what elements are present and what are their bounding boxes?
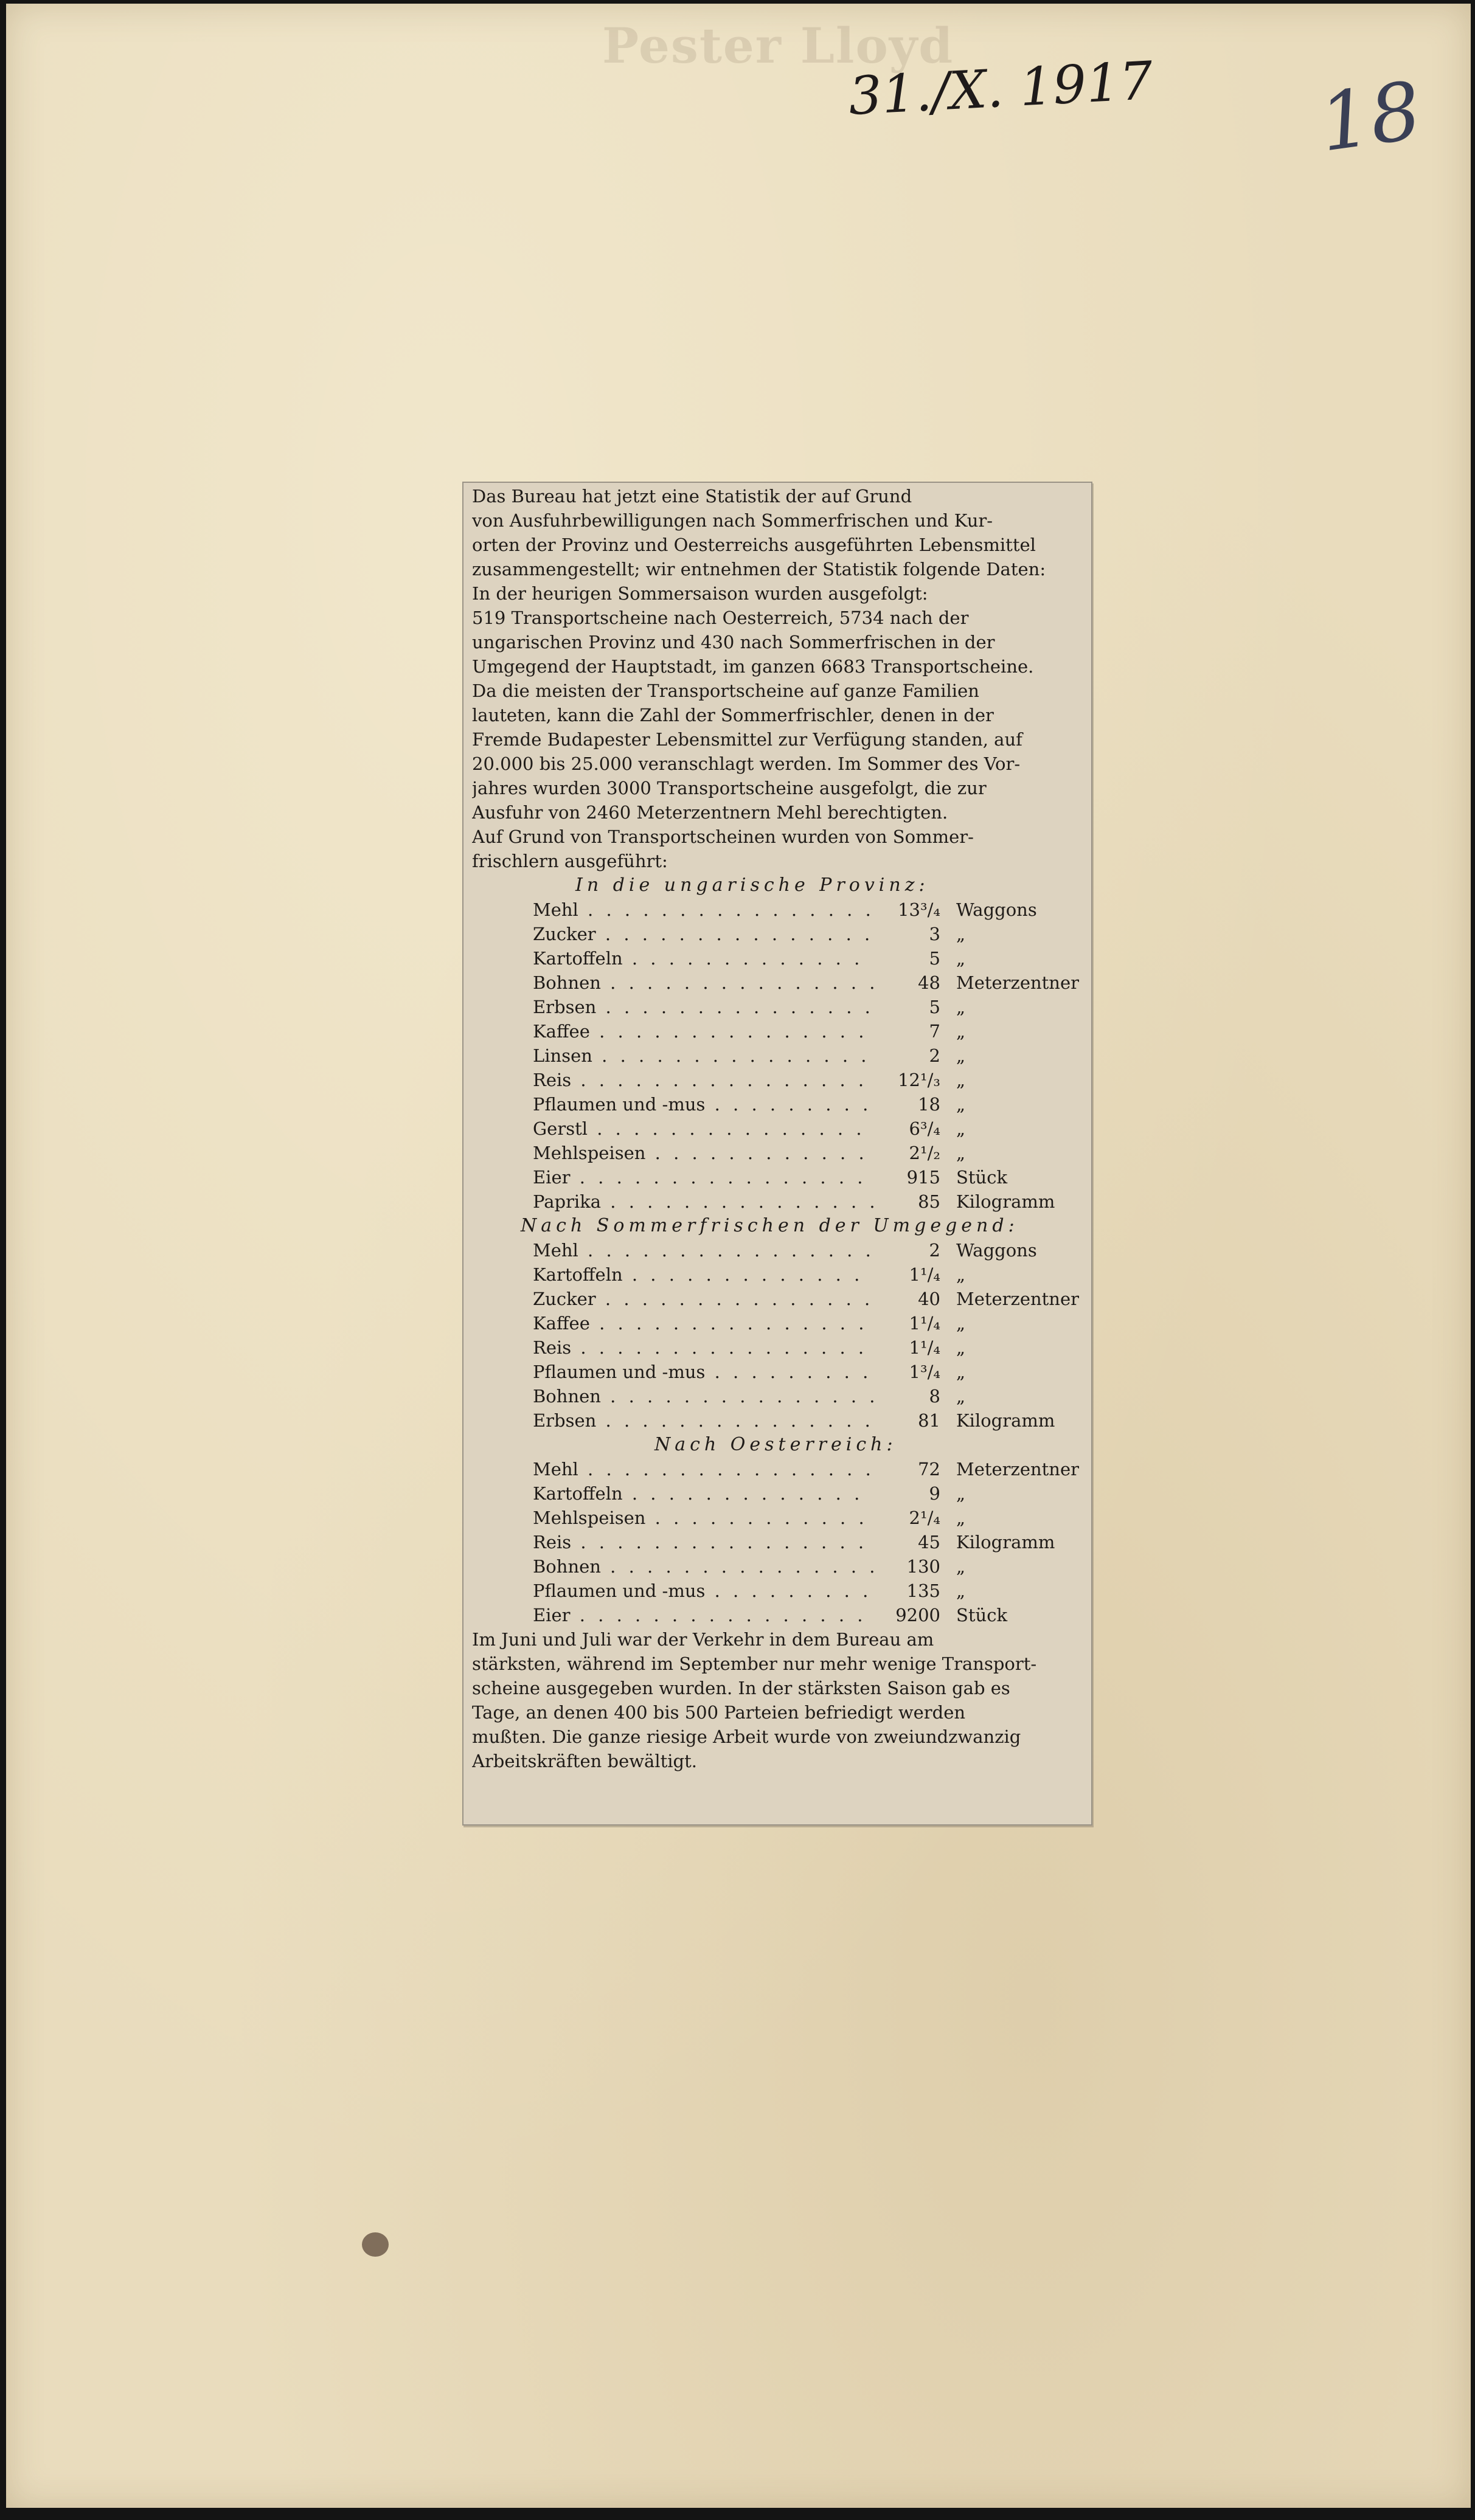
shipment-tables [472,873,1080,1627]
text-line: ungarischen Provinz und 430 nach Sommerfrischen in der [472,632,995,652]
intro-paragraph [472,484,1080,873]
item-unit: „ [956,1483,966,1504]
archive-sheet [6,4,1471,2508]
item-name: Mehl . . . [533,1238,873,1262]
item-unit: Kilogramm [956,1191,1055,1212]
table-row [472,1092,1080,1116]
item-unit: Meterzentner [956,1289,1080,1309]
item-name: Bohnen . . . [533,971,873,995]
text-line: frischlern ausgeführt: [472,851,668,871]
table-row [472,1287,1080,1311]
item-name: Reis . . . [533,1530,873,1554]
item-quantity: 1¹/₄ [909,1313,940,1334]
table-row [472,1579,1080,1603]
item-quantity: 9200 [895,1605,940,1625]
item-quantity: 130 [906,1556,940,1577]
item-name: Bohnen . . . [533,1384,873,1408]
section-title: Nach Oesterreich: [654,1434,897,1455]
item-name: Pflaumen und -mus . . . [533,1092,873,1116]
item-name: Kartoffeln . . . [533,946,873,971]
item-unit: „ [956,948,966,969]
handwritten-date: 31./X. 1917 [847,50,1154,128]
newspaper-clipping [462,482,1092,1826]
item-unit: Kilogramm [956,1532,1055,1552]
table-row [472,1116,1080,1141]
table-row [472,922,1080,946]
item-name: Zucker . . . [533,922,873,946]
text-line: Das Bureau hat jetzt eine Statistik der auf Grund [472,486,912,507]
table-row [472,1165,1080,1189]
table-row [472,995,1080,1019]
item-unit: „ [956,1386,966,1407]
item-quantity: 135 [906,1580,940,1601]
item-quantity: 5 [929,948,940,969]
item-quantity: 40 [918,1289,940,1309]
item-quantity: 72 [918,1459,940,1480]
section-title: In die ungarische Provinz: [575,874,929,896]
item-name: Kaffee . . . [533,1019,873,1044]
item-name: Erbsen . . . [533,995,873,1019]
text-line: Ausfuhr von 2460 Meterzentnern Mehl berechtigten. [472,802,948,823]
item-name: Reis . . . [533,1335,873,1360]
item-unit: „ [956,1094,966,1115]
table-row [472,946,1080,971]
item-name: Mehlspeisen . . . [533,1141,873,1165]
item-unit: Meterzentner [956,1459,1080,1480]
item-unit: Stück [956,1605,1008,1625]
table-row [472,1311,1080,1335]
item-quantity: 1¹/₄ [909,1264,940,1285]
item-quantity: 85 [918,1191,940,1212]
item-name: Pflaumen und -mus . . . [533,1579,873,1603]
item-unit: „ [956,1313,966,1334]
table-row [472,1019,1080,1044]
item-quantity: 5 [929,997,940,1017]
item-name: Mehl . . . [533,898,873,922]
table-row [472,1044,1080,1068]
table-row [472,1262,1080,1287]
text-line: jahres wurden 3000 Transportscheine ausgefolgt, die zur [472,778,987,798]
item-name: Eier . . . [533,1603,873,1627]
table-row [472,971,1080,995]
item-name: Pflaumen und -mus . . . [533,1360,873,1384]
item-quantity: 48 [918,972,940,993]
text-line: von Ausfuhrbewilligungen nach Sommerfrischen und Kur- [472,510,993,531]
table-row [472,1360,1080,1384]
text-line: stärksten, während im September nur mehr wenige Transport- [472,1653,1037,1674]
item-unit: „ [956,1337,966,1358]
item-unit: Kilogramm [956,1410,1055,1431]
item-unit: „ [956,1556,966,1577]
table-row [472,1189,1080,1214]
item-name: Kartoffeln . . . [533,1262,873,1287]
item-unit: „ [956,1021,966,1042]
item-quantity: 81 [918,1410,940,1431]
item-quantity: 2 [929,1045,940,1066]
table-row [472,1481,1080,1506]
item-name: Kaffee . . . [533,1311,873,1335]
item-quantity: 2¹/₄ [909,1508,940,1528]
item-name: Paprika . . . [533,1189,873,1214]
item-quantity: 18 [918,1094,940,1115]
text-line: In der heurigen Sommersaison wurden ausgefolgt: [472,583,928,604]
table-row [472,1068,1080,1092]
item-quantity: 9 [929,1483,940,1504]
table-row [472,1335,1080,1360]
table-row [472,1384,1080,1408]
item-quantity: 13³/₄ [898,899,940,920]
item-unit: „ [956,1070,966,1090]
text-line: Im Juni und Juli war der Verkehr in dem Bureau am [472,1629,934,1650]
item-quantity: 8 [929,1386,940,1407]
table-row [472,1141,1080,1165]
text-line: Umgegend der Hauptstadt, im ganzen 6683 Transportscheine. [472,656,1034,677]
masthead-stamp: Pester Lloyd [602,17,954,74]
text-line: Da die meisten der Transportscheine auf ganze Familien [472,680,979,701]
item-quantity: 2 [929,1240,940,1261]
item-name: Gerstl . . . [533,1116,873,1141]
item-unit: Waggons [956,899,1037,920]
text-line: 519 Transportscheine nach Oesterreich, 5734 nach der [472,608,969,628]
item-name: Eier . . . [533,1165,873,1189]
item-quantity: 915 [906,1167,940,1188]
item-unit: „ [956,1264,966,1285]
text-line: orten der Provinz und Oesterreichs ausgeführten Lebensmittel [472,535,1036,555]
item-name: Linsen . . . [533,1044,873,1068]
item-unit: „ [956,997,966,1017]
item-quantity: 12¹/₃ [898,1070,940,1090]
item-unit: „ [956,1580,966,1601]
item-unit: „ [956,924,966,944]
table-row [472,1408,1080,1433]
table-row [472,1238,1080,1262]
item-unit: „ [956,1508,966,1528]
closing-paragraph [472,1627,1080,1773]
item-quantity: 3 [929,924,940,944]
item-quantity: 45 [918,1532,940,1552]
text-line: Fremde Budapester Lebensmittel zur Verfügung standen, auf [472,729,1022,750]
item-unit: „ [956,1362,966,1382]
item-name: Zucker . . . [533,1287,873,1311]
table-row [472,1603,1080,1627]
table-row [472,1530,1080,1554]
item-quantity: 6³/₄ [909,1118,940,1139]
item-name: Reis . . . [533,1068,873,1092]
text-line: Arbeitskräften bewältigt. [472,1751,697,1771]
text-line: scheine ausgegeben wurden. In der stärksten Saison gab es [472,1678,1010,1698]
item-quantity: 1¹/₄ [909,1337,940,1358]
paper-stain [362,2232,389,2257]
text-line: Tage, an denen 400 bis 500 Parteien befriedigt werden [472,1702,966,1723]
text-line: mußten. Die ganze riesige Arbeit wurde von zweiundzwanzig [472,1726,1021,1747]
text-line: Auf Grund von Transportscheinen wurden von Sommer- [472,826,974,847]
text-line: lauteten, kann die Zahl der Sommerfrischler, denen in der [472,705,994,725]
handwritten-page-number: 18 [1314,64,1427,170]
table-row [472,1506,1080,1530]
table-row [472,898,1080,922]
item-quantity: 1³/₄ [909,1362,940,1382]
item-unit: Stück [956,1167,1008,1188]
section-title: Nach Sommerfrischen der Umgegend: [521,1215,1019,1236]
item-unit: „ [956,1143,966,1163]
table-row [472,1554,1080,1579]
table-row [472,1457,1080,1481]
item-name: Bohnen . . . [533,1554,873,1579]
item-unit: Meterzentner [956,972,1080,993]
text-line: 20.000 bis 25.000 veranschlagt werden. Im Sommer des Vor- [472,753,1021,774]
item-unit: „ [956,1045,966,1066]
text-line: zusammengestellt; wir entnehmen der Statistik folgende Daten: [472,559,1046,580]
item-name: Mehl . . . [533,1457,873,1481]
item-name: Mehlspeisen . . . [533,1506,873,1530]
item-name: Kartoffeln . . . [533,1481,873,1506]
item-unit: „ [956,1118,966,1139]
item-name: Erbsen . . . [533,1408,873,1433]
item-quantity: 2¹/₂ [909,1143,940,1163]
item-quantity: 7 [929,1021,940,1042]
item-unit: Waggons [956,1240,1037,1261]
